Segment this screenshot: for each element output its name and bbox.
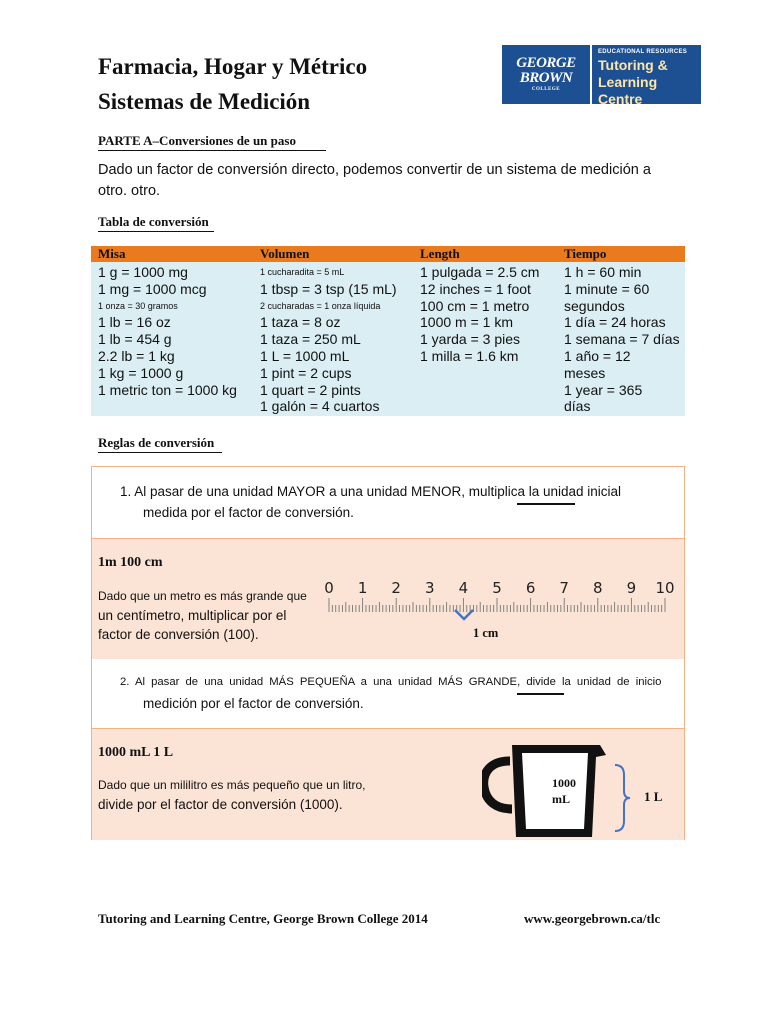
example-1-desc-line3: factor de conversión (100).: [98, 627, 259, 642]
example-1-desc-line2: un centímetro, multiplicar por el: [98, 608, 287, 623]
header-length: Length: [420, 246, 460, 261]
logo-college-text: COLLEGE: [531, 87, 561, 92]
volume-item: 1 cucharadita = 5 mL: [260, 267, 345, 277]
rule-1-line2: medida por el factor de conversión.: [143, 505, 354, 520]
volume-item: 1 pint = 2 cups: [260, 364, 352, 381]
ruler-label: 7: [559, 579, 569, 597]
rules-box: [91, 466, 685, 840]
cup-label: [552, 775, 576, 807]
volume-item: 1 taza = 8 oz: [260, 314, 341, 331]
cup-label-line2: mL: [552, 792, 570, 806]
length-item: 100 cm = 1 metro: [420, 297, 530, 314]
part-a-heading: PARTE A–Conversiones de un paso: [98, 133, 326, 151]
example-1-description: [98, 587, 323, 644]
time-column: [564, 264, 680, 415]
ruler-ticks: [329, 598, 665, 612]
example-2-desc-line2: divide por el factor de conversión (1000).: [98, 797, 343, 812]
divide-underline: [517, 693, 564, 695]
rule-2-text: Al pasar de una unidad MÁS PEQUEÑA a una unidad MÁS GRANDE, divide la unidad de inicio: [134, 676, 662, 688]
one-cm-bracket: [455, 610, 473, 619]
rule-2-line1: [120, 671, 686, 693]
ruler-label: 1: [357, 579, 368, 597]
logo-tagline: EDUCATIONAL RESOURCES: [598, 49, 688, 55]
multiplica-underline: [517, 503, 575, 505]
example-2-description: [98, 776, 398, 814]
mass-column: [98, 264, 237, 398]
time-item: días: [564, 398, 591, 415]
time-item: 1 año = 12: [564, 347, 631, 364]
length-item: 1000 m = 1 km: [420, 314, 513, 331]
ruler-label: 8: [593, 579, 603, 597]
rule-1-number: 1.: [120, 484, 132, 499]
time-item: 1 minute = 60: [564, 280, 650, 297]
time-item: 1 día = 24 horas: [564, 314, 666, 331]
rules-heading: Reglas de conversión: [98, 435, 222, 453]
logo-learning-text: Learning Centre: [598, 74, 658, 107]
rule-2-number: 2.: [120, 676, 130, 688]
example-2-title: 1000 mL 1 L: [98, 745, 174, 760]
footer-credit: Tutoring and Learning Centre, George Brown College 2014: [98, 911, 428, 926]
mass-item: 1 g = 1000 mg: [98, 264, 188, 280]
time-item: 1 year = 365: [564, 381, 643, 398]
header-time: Tiempo: [564, 246, 607, 261]
mass-item: 1 kg = 1000 g: [98, 364, 184, 381]
ruler-labels: [324, 579, 674, 597]
rule-1-line1: [120, 481, 672, 503]
rule-1-band: [92, 467, 684, 539]
right-brace-icon: [612, 763, 632, 833]
example-2-desc-line1: Dado que un mililitro es más pequeño que un litro,: [98, 778, 366, 792]
table-header-row: [91, 246, 685, 262]
conversion-table: [91, 246, 685, 416]
measuring-cup-icon: [482, 743, 607, 838]
logo-tutoring-text: Tutoring &: [598, 57, 668, 73]
time-item: meses: [564, 364, 606, 381]
volume-column: [260, 264, 397, 415]
document-subtitle: Sistemas de Medición: [98, 89, 311, 114]
mass-item: 1 onza = 30 gramos: [98, 300, 178, 311]
volume-item: 1 galón = 4 cuartos: [260, 398, 380, 415]
rule-1-text: Al pasar de una unidad MAYOR a una unidad MENOR, multiplica la unidad inicial: [134, 484, 622, 499]
ruler-label: 3: [425, 579, 435, 597]
length-column: [420, 264, 539, 365]
volume-item: 2 cucharadas = 1 onza líquida: [260, 300, 381, 311]
example-1-band: [92, 538, 684, 660]
example-2-band: [92, 728, 684, 840]
ruler-label: 5: [492, 579, 502, 597]
volume-item: 1 tbsp = 3 tsp (15 mL): [260, 280, 397, 297]
ruler-caption: 1 cm: [473, 626, 499, 640]
time-item: segundos: [564, 297, 625, 314]
table-heading: Tabla de conversión: [98, 214, 214, 232]
ruler-label: 10: [655, 579, 675, 597]
ruler-label: 4: [458, 579, 469, 597]
rule-2-line2: medición por el factor de conversión.: [143, 696, 364, 711]
brace-label: 1 L: [644, 789, 663, 804]
header-volume: Volumen: [260, 246, 310, 261]
centimeter-ruler: [324, 557, 684, 647]
volume-item: 1 quart = 2 pints: [260, 381, 361, 398]
mass-item: 1 lb = 454 g: [98, 331, 172, 348]
cup-label-line1: 1000: [552, 776, 576, 790]
mass-item: 2.2 lb = 1 kg: [98, 347, 175, 364]
logo-george-text: GEORGE: [516, 55, 576, 71]
footer-url[interactable]: www.georgebrown.ca/tlc: [524, 911, 661, 926]
logo-brown-text: BROWN: [519, 70, 573, 86]
volume-item: 1 taza = 250 mL: [260, 331, 361, 348]
ruler-label: 2: [391, 579, 401, 597]
time-item: 1 h = 60 min: [564, 264, 642, 280]
document-title: Farmacia, Hogar y Métrico: [98, 54, 368, 79]
length-item: 1 yarda = 3 pies: [420, 331, 521, 348]
brace-path: [615, 765, 630, 831]
mass-item: 1 metric ton = 1000 kg: [98, 381, 237, 398]
part-a-intro: Dado un factor de conversión directo, podemos convertir de un sistema de medición a otro. otro.: [98, 162, 651, 199]
volume-item: 1 L = 1000 mL: [260, 347, 350, 364]
mass-item: 1 mg = 1000 mcg: [98, 280, 207, 297]
length-item: 12 inches = 1 foot: [420, 280, 531, 297]
time-item: 1 semana = 7 días: [564, 331, 680, 348]
header-mass: Misa: [98, 246, 126, 261]
ruler-label: 6: [525, 579, 536, 597]
rule-2-band: [92, 659, 684, 729]
mass-item: 1 lb = 16 oz: [98, 314, 171, 331]
length-item: 1 pulgada = 2.5 cm: [420, 264, 540, 280]
ruler-label: 0: [324, 579, 334, 597]
example-1-desc-line1: Dado que un metro es más grande que: [98, 589, 307, 603]
george-brown-logo: [502, 45, 701, 107]
length-item: 1 milla = 1.6 km: [420, 347, 519, 364]
cup-handle: [484, 761, 512, 809]
example-1-title: 1m 100 cm: [98, 555, 163, 570]
ruler-label: 9: [626, 579, 637, 597]
